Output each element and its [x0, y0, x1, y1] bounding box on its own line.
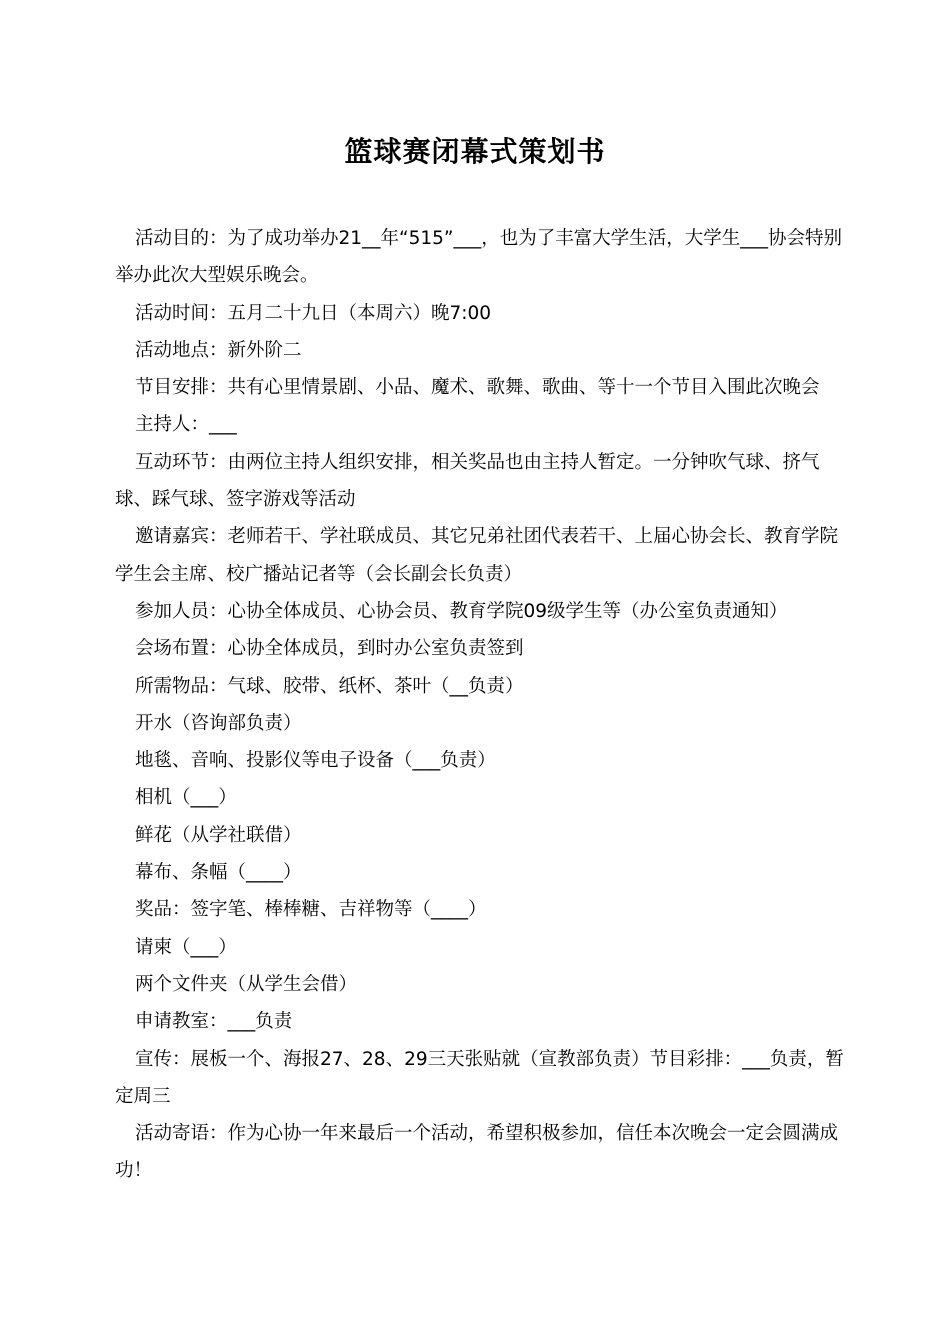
paragraph-program-arrangement: 节目安排：共有心里情景剧、小品、魔术、歌舞、歌曲、等十一个节目入围此次晚会: [135, 377, 820, 399]
paragraph-equipment: 地毯、音响、投影仪等电子设备（___负责）: [135, 750, 496, 772]
paragraph-folders: 两个文件夹（从学生会借）: [135, 973, 358, 995]
paragraph-camera: 相机（___）: [135, 787, 237, 809]
paragraph-boiled-water: 开水（咨询部负责）: [135, 712, 302, 734]
paragraph-flowers: 鲜花（从学社联借）: [135, 824, 302, 846]
paragraph-activity-time: 活动时间：五月二十九日（本周六）晚7:00: [135, 302, 492, 324]
document-title: 篮球赛闭幕式策划书: [344, 135, 606, 168]
paragraph-venue-setup: 会场布置：心协全体成员，到时办公室负责签到: [135, 638, 524, 660]
paragraph-required-items: 所需物品：气球、胶带、纸杯、茶叶（__负责）: [135, 675, 524, 697]
document-body: [115, 220, 850, 1190]
paragraph-interaction: 互动环节：由两位主持人组织安排，相关奖品也由主持人暂定。一分钟吹气球、挤气球、踩气球、签字游戏等活动: [115, 451, 820, 511]
paragraph-activity-location: 活动地点：新外阶二: [135, 339, 302, 361]
paragraph-classroom-request: 申请教室：___负责: [135, 1011, 293, 1033]
paragraph-invited-guests: 邀请嘉宾：老师若干、学社联成员、其它兄弟社团代表若干、上届心协会长、教育学院学生会主席、校广播站记者等（会长副会长负责）: [115, 526, 839, 585]
paragraph-invitations: 请柬（___）: [135, 936, 237, 958]
paragraph-closing-message: 活动寄语：作为心协一年来最后一个活动，希望积极参加，信任本次晚会一定会圆满成功！: [115, 1123, 839, 1182]
paragraph-participants: 参加人员：心协全体成员、心协会员、教育学院09级学生等（办公室负责通知）: [135, 600, 788, 622]
paragraph-host: 主持人：___: [135, 414, 237, 436]
paragraph-activity-purpose: 活动目的：为了成功举办21__年“515”___，也为了丰富大学生活，大学生___协会特别举办此次大型娱乐晚会。: [115, 228, 843, 287]
paragraph-prizes: 奖品：签字笔、棒棒糖、吉祥物等（____）: [135, 899, 487, 921]
paragraph-curtain-banner: 幕布、条幅（____）: [135, 862, 302, 884]
paragraph-publicity: 宣传：展板一个、海报27、28、29三天张贴就（宣教部负责）节目彩排：___负责，暂定周三: [115, 1048, 844, 1107]
